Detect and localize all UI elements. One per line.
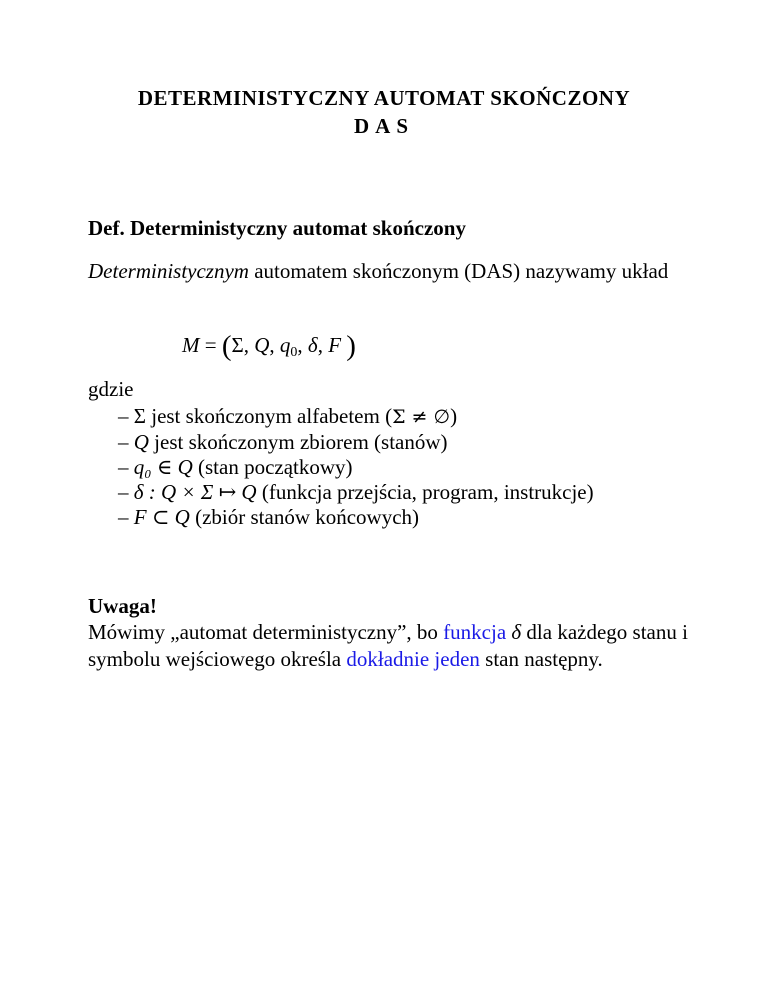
item-text: (funkcja przejścia, program, instrukcje)	[256, 480, 594, 504]
formula-q0: q	[279, 333, 291, 357]
note-text-2: dla każdego stanu i symbolu wejściowego określa	[88, 620, 688, 671]
item-text: (zbiór stanów końcowych)	[189, 505, 420, 529]
note-body	[88, 619, 688, 673]
intro-italic-term: Deterministycznym	[88, 259, 249, 283]
formula-delta: δ	[307, 333, 318, 357]
list-item: – Σ jest skończonym alfabetem (Σ ≠ ∅)	[118, 404, 458, 428]
item-text: jest skończonym zbiorem (stanów)	[148, 430, 448, 454]
definition-heading: Def. Deterministyczny automat skończony	[88, 216, 466, 240]
formula-q0-sub: 0	[290, 345, 298, 360]
formula-lhs: M	[182, 333, 200, 357]
definition-intro	[88, 258, 688, 285]
list-item: – q₀ ∈ Q (stan początkowy)	[118, 455, 353, 479]
highlight-dokladnie-jeden: dokładnie jeden	[346, 647, 480, 671]
formula-close-paren: )	[346, 330, 356, 362]
list-item: – F ⊂ Q (zbiór stanów końcowych)	[118, 505, 420, 529]
page-title: DETERMINISTYCZNY AUTOMAT SKOŃCZONY	[137, 86, 631, 110]
item-symbol: q₀ ∈ Q	[133, 455, 193, 479]
list-item: – δ : Q × Σ ↦ Q (funkcja przejścia, program, instrukcje)	[118, 480, 594, 504]
item-symbol: Q	[133, 430, 149, 454]
item-symbol: F ⊂ Q	[133, 505, 190, 529]
item-text: jest skończonym alfabetem (	[145, 404, 393, 428]
automaton-formula: M = (Σ, Q, $q_0$, δ, F )	[182, 330, 356, 362]
item-math: Σ ≠ ∅	[392, 406, 451, 428]
note-text-3: stan następny.	[479, 647, 603, 671]
page-subtitle: DAS	[353, 114, 414, 138]
note-text-1: Mówimy „automat deterministyczny”, bo	[88, 620, 444, 644]
item-end: )	[450, 404, 458, 428]
list-item: – Q jest skończonym zbiorem (stanów)	[118, 430, 448, 454]
item-symbol: Σ	[133, 404, 146, 428]
definition-components-list	[118, 404, 594, 530]
formula-q: Q	[254, 333, 270, 357]
formula-open-paren: (	[221, 330, 232, 362]
formula-sigma: Σ	[231, 333, 244, 357]
where-label: gdzie	[88, 377, 134, 401]
intro-rest: automatem skończonym (DAS) nazywamy układ	[248, 259, 669, 283]
note-heading: Uwaga!	[88, 594, 157, 618]
item-symbol: δ : Q × Σ ↦ Q	[133, 480, 257, 504]
formula-f: F	[328, 333, 342, 357]
formula-eq: =	[199, 333, 222, 357]
note-delta: δ	[506, 620, 527, 644]
item-text: (stan początkowy)	[192, 455, 353, 479]
highlight-funkcja: funkcja	[443, 620, 507, 644]
